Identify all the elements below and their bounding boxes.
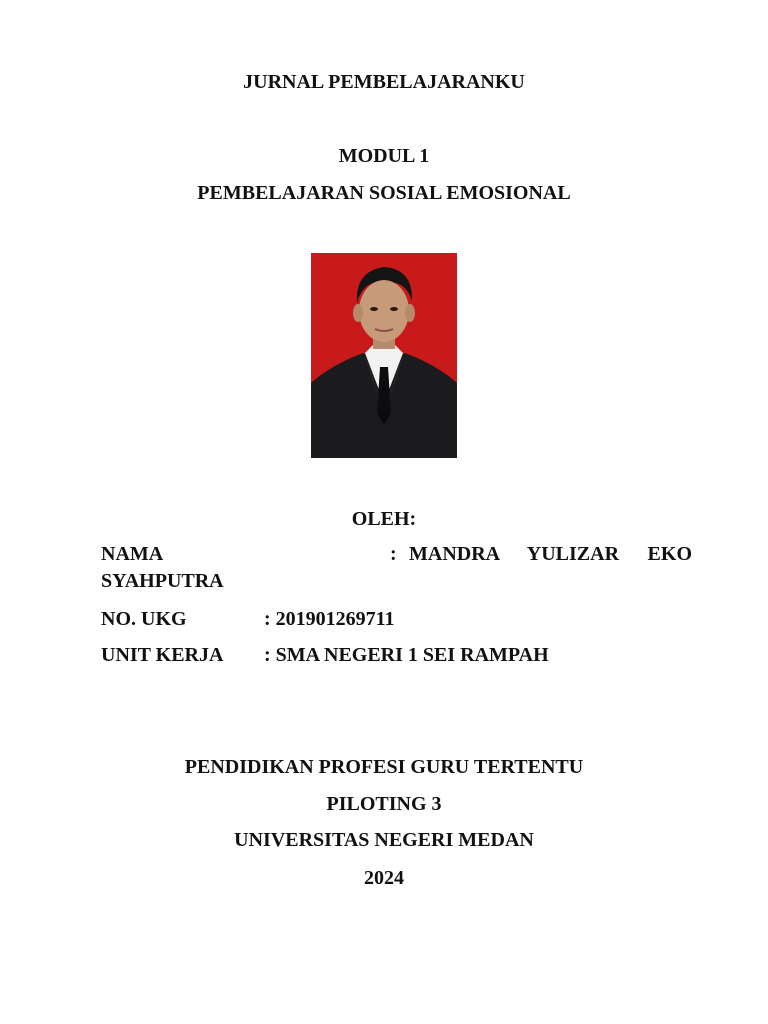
- author-photo: [311, 253, 457, 458]
- journal-title: JURNAL PEMBELAJARANKU: [243, 71, 525, 93]
- university-name: UNIVERSITAS NEGERI MEDAN: [234, 829, 534, 851]
- name-label: NAMA: [101, 543, 164, 565]
- module-number: MODUL 1: [338, 145, 430, 167]
- piloting-label: PILOTING 3: [326, 793, 442, 815]
- unit-value: : SMA NEGERI 1 SEI RAMPAH: [264, 644, 549, 666]
- ukg-label: NO. UKG: [101, 608, 187, 630]
- name-value-line2: SYAHPUTRA: [101, 570, 224, 592]
- ukg-value: : 201901269711: [264, 608, 395, 630]
- module-subtitle: PEMBELAJARAN SOSIAL EMOSIONAL: [197, 182, 571, 204]
- year: 2024: [364, 867, 404, 889]
- unit-label: UNIT KERJA: [101, 644, 224, 666]
- by-label: OLEH:: [351, 508, 417, 530]
- name-colon: :: [390, 543, 397, 565]
- portrait-illustration: [311, 253, 457, 458]
- program-name: PENDIDIKAN PROFESI GURU TERTENTU: [184, 756, 584, 778]
- name-value-line1: MANDRA YULIZAR EKO: [409, 543, 692, 565]
